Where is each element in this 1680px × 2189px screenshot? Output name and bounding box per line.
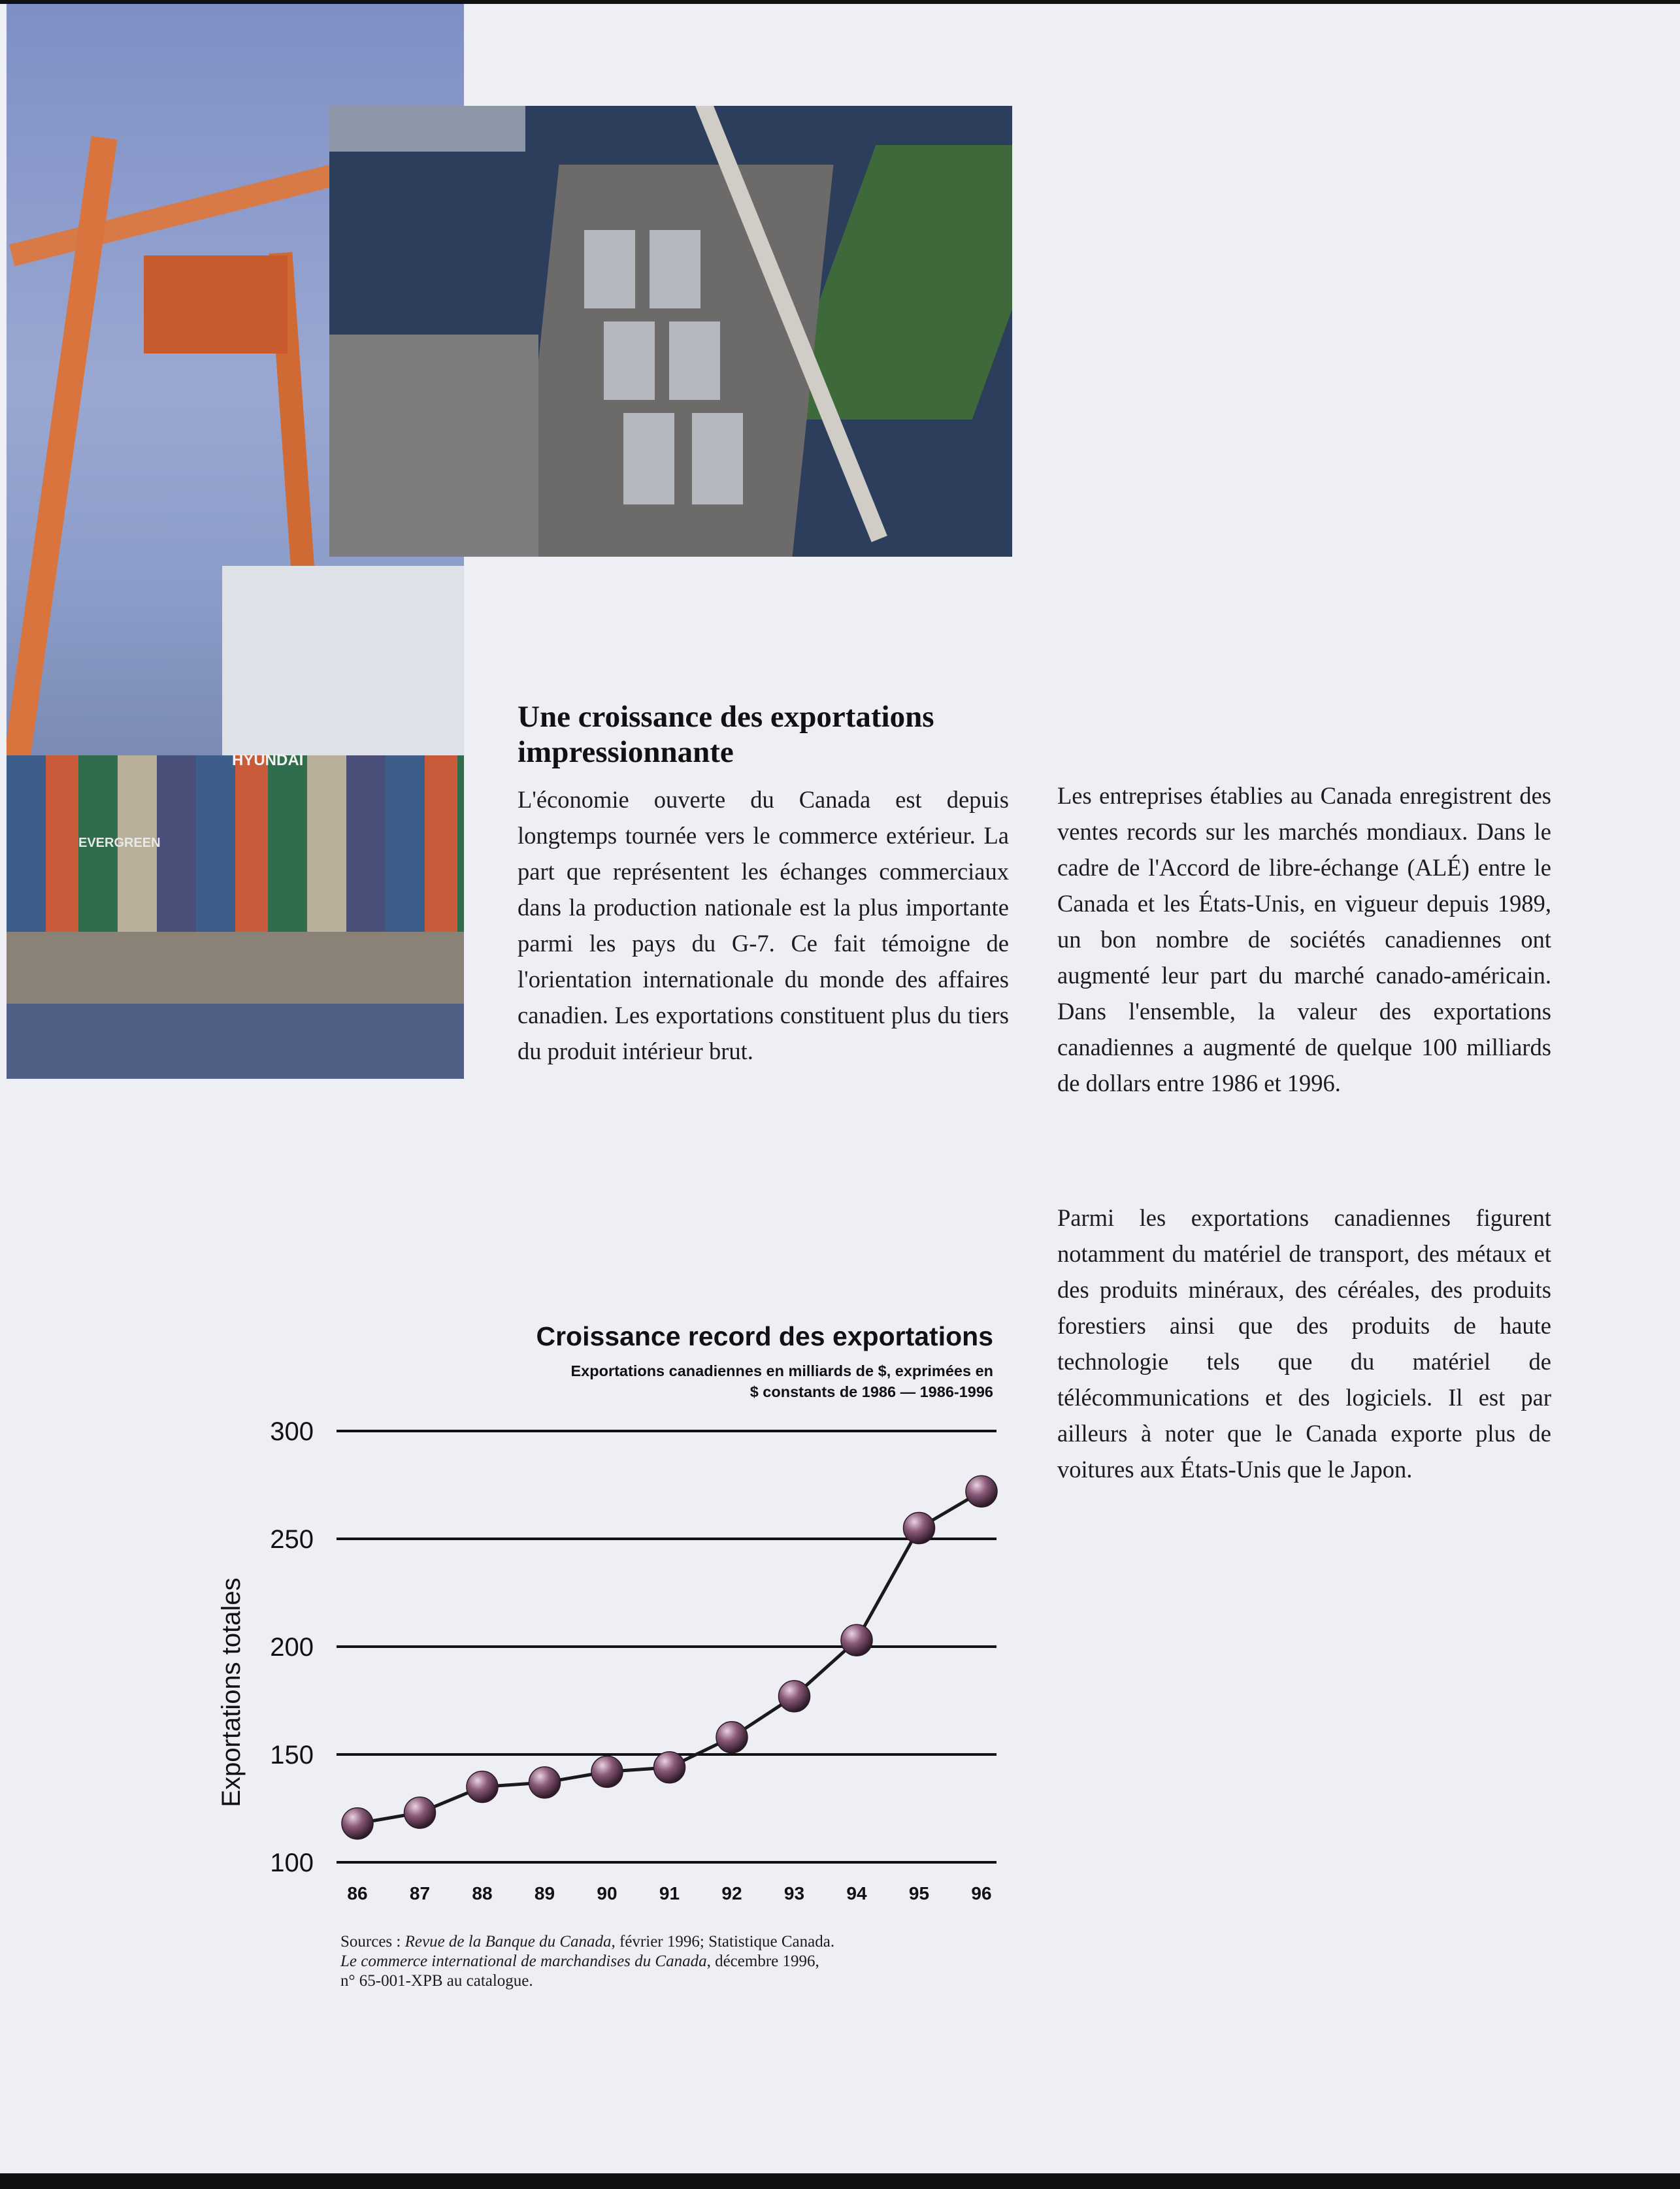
data-point-95: [904, 1513, 935, 1544]
data-point-96: [966, 1475, 997, 1507]
y-tick-label: 200: [270, 1633, 314, 1662]
chart-subtitle-line-1: Exportations canadiennes en milliards de $, exprimées en: [570, 1362, 993, 1379]
data-point-94: [841, 1624, 872, 1656]
x-tick-label: 95: [908, 1883, 930, 1903]
city-block: [329, 335, 538, 557]
data-point-86: [342, 1808, 373, 1839]
warehouse: [584, 230, 635, 308]
chart-y-axis-label: Exportations totales: [217, 1577, 246, 1807]
x-tick-label: 92: [721, 1883, 742, 1903]
chart-subtitle: [392, 1360, 993, 1402]
chart-sources: [340, 1932, 929, 1991]
warehouse: [604, 321, 655, 400]
export-growth-chart: [209, 1405, 1013, 1921]
article-paragraph-2: Les entreprises établies au Canada enregistrent des ventes records sur les marchés mondiaux. Dans le cadre de l'Accord de libre-échange (ALÉ) entre le Canada et les États-Unis, en vigueur depuis 1989, un bon nombre de sociétés canadiennes ont augmenté leur part du marché canado-américain. Dans l'ensemble, la valeur des exportations canadiennes a augmenté de quelque 100 milliards de dollars entre 1986 et 1996.: [1057, 782, 1551, 1096]
x-tick-label: 91: [659, 1883, 680, 1903]
warehouse: [692, 413, 743, 504]
warehouse: [650, 230, 700, 308]
source-text-2: , décembre 1996,: [706, 1952, 819, 1970]
sources-prefix: Sources :: [340, 1933, 405, 1950]
chart-gridlines: [337, 1431, 996, 1862]
x-tick-label: 89: [534, 1883, 555, 1903]
container-label-evergreen: EVERGREEN: [78, 836, 161, 850]
y-tick-label: 100: [270, 1849, 314, 1877]
chart-title: Croissance record des exportations: [536, 1321, 993, 1351]
data-point-93: [779, 1681, 810, 1712]
data-point-91: [654, 1752, 685, 1783]
data-point-89: [529, 1767, 561, 1798]
container-label-hyundai: HYUNDAI: [232, 751, 304, 769]
chart-markers: [342, 1475, 997, 1839]
chart-subtitle-line-2: $ constants de 1986 — 1986-1996: [749, 1383, 993, 1400]
data-point-87: [404, 1797, 436, 1828]
y-tick-label: 150: [270, 1741, 314, 1769]
y-tick-label: 250: [270, 1525, 314, 1554]
aerial-port-photo: [329, 106, 1012, 557]
docked-ship: [329, 106, 525, 152]
x-tick-label: 96: [971, 1883, 992, 1903]
chart-y-tick-labels: [270, 1417, 314, 1877]
data-point-88: [467, 1771, 498, 1803]
scan-border-bottom: [0, 2173, 1680, 2189]
data-point-92: [716, 1722, 748, 1753]
x-tick-label: 86: [347, 1883, 368, 1903]
chart-x-tick-labels: [347, 1883, 991, 1903]
data-point-90: [591, 1756, 623, 1787]
x-tick-label: 88: [472, 1883, 493, 1903]
x-tick-label: 94: [846, 1883, 867, 1903]
source-catalogue: n° 65-001-XPB au catalogue.: [340, 1972, 533, 1990]
harbour-water: [7, 1004, 464, 1079]
source-title-2: Le commerce international de marchandises du Canada: [340, 1952, 707, 1970]
y-tick-label: 300: [270, 1417, 314, 1446]
source-title-1: Revue de la Banque du Canada: [404, 1933, 612, 1950]
x-tick-label: 87: [409, 1883, 431, 1903]
x-tick-label: 90: [597, 1883, 618, 1903]
article-paragraph-3: Parmi les exportations canadiennes figurent notamment du matériel de transport, des métaux et des produits minéraux, des céréales, des produits forestiers ainsi que des produits de haute technologie tels que du matériel de télécommunications et des logiciels. Il est par ailleurs à noter que le Canada exporte plus de voitures aux États-Unis que le Japon.: [1057, 1204, 1551, 1483]
warehouse: [669, 321, 720, 400]
article-paragraph-1: L'économie ouverte du Canada est depuis longtemps tournée vers le commerce extérieur. La part que représentent les échanges commerciaux dans la production nationale est la plus importante parmi les pays du G-7. Ce fait témoigne de l'orientation internationale du monde des affaires canadien. Les exportations constituent plus du tiers du produit intérieur brut.: [518, 786, 1009, 1064]
article-heading: Une croissance des exportations impressionnante: [518, 700, 934, 769]
warehouse: [623, 413, 674, 504]
quay-wall: [7, 932, 464, 1004]
x-tick-label: 93: [783, 1883, 805, 1903]
source-text-1: , février 1996; Statistique Canada.: [611, 1933, 835, 1950]
